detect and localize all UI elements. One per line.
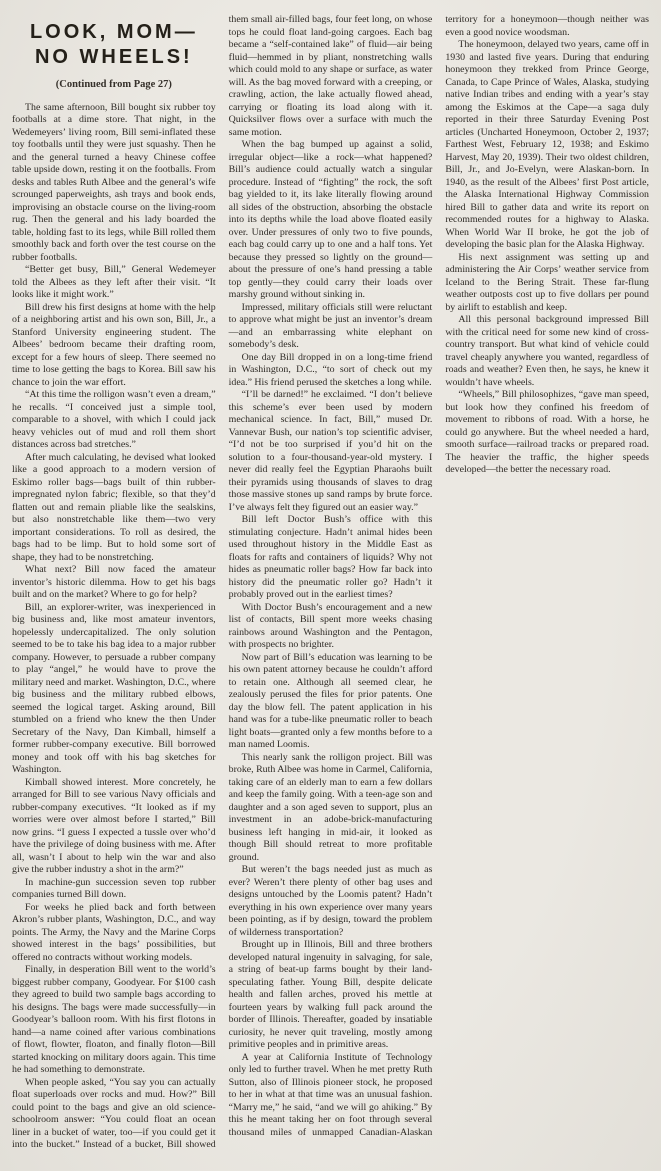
article-paragraph: “At this time the rolligon wasn’t even a dream,” he recalls. “I conceived just a simple tool, comparable to a shovel, with which I could jack heavy vehicles out of mud and roll them short distances across bad stretches.” [12, 389, 216, 450]
article-paragraph: Finally, in desperation Bill went to the world’s biggest rubber company, Goodyear. For $100 cash they agreed to build two sample bags according to his designs. The bags were made successfully—in Goodyear’s balloon room. With his first flotons in hand—a name coined after various combinations of flowt, flowter, floaton, and finally floton—Bill started knocking on military doors again. This time he had something to demonstrate. [12, 964, 216, 1075]
article-paragraph: “Wheels,” Bill philosophizes, “gave man speed, but look how they confined his freedom of movement to ribbons of road. With a horse, he could go anywhere. But the wheel needed a hard, smooth surface—railroad tracks or prepared road. The heavier the traffic, the higher speeds developed—the better the necessary road. [445, 389, 649, 475]
article-paragraph: When people asked, “You say you can actually float superloads over rocks and mud. How?” Bill could point to the bags and give an old science-schoolroom answer: “You could float an ocean liner in a bucket of water, too—if you could get it into the bucket.” Instead of a bucket, Bill showed them small air-filled bags, four feet long, on whose tops he could float land-going cargoes. Each bag became a “self-contained lake” of fluid—air being fluid—hemmed in by pliant, nonstretching walls which could mold to any shape or surface, as water will. As the bag moved forward with a creeping, or crawling, action, the lake actually flowed ahead, carrying or floating its load along with it. Quicksilver flows over a surface with much the same motion. [12, 14, 433, 1150]
article-paragraph: But weren’t the bags needed just as much as ever? Weren’t there plenty of other bag uses and designs untouched by the Loomis patent? Hadn’t everything in his own experience over many years been pointing, as if by design, toward the problem of wilderness transportation? [228, 864, 433, 938]
article-paragraph: After much calculating, he devised what looked like a good approach to a modern version of Eskimo roller bags—bags built of thin rubber-impregnated nylon fabric; flexible, so that they’d flatten out and remain pliable like the sealskins, but also nonstretchable like them—two very important considerations. To roll as desired, the bags had to be limp. But to hold some sort of shape, they had to be nonstretching. [12, 451, 216, 563]
article-paragraph: Bill left Doctor Bush’s office with this stimulating conjecture. Hadn’t animal hides been used throughout history in the Middle East as floats for rafts and containers of liquids? Why not hides as pneumatic roller bags? How far back into history did the pneumatic roller go? Hadn’t it probably proved out in the earliest times? [228, 514, 433, 600]
article-paragraph: “I’ll be darned!” he exclaimed. “I don’t believe this scheme’s ever been used by modern mechanical science. In fact, Bill,” mused Dr. Vannevar Bush, our nation’s top scientific adviser, “I’d not be too surprised if you’d hit on the solution to a four-thousand-year-old mystery. I never did really feel the Egyptian Pharaohs built their pyramids using thousands of slaves to drag those massive stones up sand ramps by brute force. I’ve always felt they figured out an easier way.” [228, 389, 433, 513]
article-paragraph: “Better get busy, Bill,” General Wedemeyer told the Albees as they left after their visit. “It looks like it might work.” [12, 264, 216, 300]
article-title-line-2: NO WHEELS! [34, 46, 193, 68]
article-header [12, 20, 216, 92]
article-paragraph: Impressed, military officials still were reluctant to approve what might be just an inventor’s dream—and an embarrassing white elephant on somebody’s desk. [228, 301, 433, 350]
article-title-line-1: LOOK, MOM— [29, 21, 198, 43]
article-paragraph: His next assignment was setting up and administering the Air Corps’ weather service from Iceland to the Bering Strait. These far-flung weather outposts cost up to five dollars per pound by airlift to establish and keep. [445, 251, 649, 313]
article-paragraph: When the bag bumped up against a solid, irregular object—like a rock—what happened? Bill’s audience could actually watch a singular procedure. Instead of “fighting” the rock, the soft bag yielded to it, its lake literally flowing around all sides of the obstruction, absorbing the obstacle into its depths while the load above floated easily over. Under pressures of only two to five pounds, each bag could carry up to one and a half tons. Yet because they pressed so lightly on the ground—about the pressure of one’s hand pressing a table top gently—they could carry their loads over marshy ground without sinking in. [228, 139, 433, 300]
article-paragraph: Kimball showed interest. More concretely, he arranged for Bill to see various Navy officials and rubber-company executives. “It looked as if my worries were over almost before I started,” Bill now grins. “I guess I expected a tussle over who’d have the privilege of doing business with me. After all, wasn’t I about to help win the war and also give the rubber industry a shot in the arm?” [12, 776, 216, 875]
article-paragraphs [12, 14, 649, 1163]
article-paragraph: Bill drew his first designs at home with the help of a neighboring artist and his own son, Bill, Jr., a Stanford University engineering student. The Albees’ bedroom became their drafting room, except for a few hours of sleep. There seemed no time to lose getting the bags to Korea. Bill saw his chance to join the war effort. [12, 301, 216, 388]
article-paragraph: The same afternoon, Bill bought six rubber toy footballs at a dime store. That night, in the Wedemeyers’ living room, Bill semi-inflated these toy footballs until they were just squashy. Then he and the general turned a heavy Chinese coffee table upside down, resting it on the footballs. From desks and tables Ruth Albee and the general’s wife scrounged paperweights, ash trays and book ends, improvising an obstacle course on the living-room rug. Then the general and his lady boarded the table, holding fast to its legs, while Bill rolled them smoothly back and forth over the test course on the rubber footballs. [12, 101, 216, 263]
continued-from-note: (Continued from Page 27) [55, 79, 172, 90]
article-paragraph: For weeks he plied back and forth between Akron’s rubber plants, Washington, D.C., and way points. The Army, the Navy and the Marine Corps showed interest in the bags’ possibilities, but offered no contracts without working models. [12, 901, 216, 963]
article-paragraph: Bill, an explorer-writer, was inexperienced in big business and, like most amateur inventors, hopelessly undercapitalized. The only solution seemed to be to take his bag idea to a major rubber company. However, to persuade a rubber company to play “angel,” he would have to prove the military need and market. Washington, D.C., where big business and the military rubbed elbows, seemed the logical target. Asking around, Bill stumbled on a friend who knew the then Under Secretary of the Navy, Dan Kimball, himself a former rubber-company executive. Bill borrowed money and took off with his bag sketches for Washington. [12, 601, 216, 775]
article-paragraph: Brought up in Illinois, Bill and three brothers developed natural ingenuity in salvaging, for sale, a string of beat-up farms bought by their land-speculating father. Young Bill, despite delicate health and fallen arches, proved his mettle at fourteen years by walking full pack around the border of Illinois. Thereafter, goaded by insatiable curiosity, he never quit traveling, mostly among primitive peoples and in primitive areas. [228, 939, 433, 1050]
article-paragraph: One day Bill dropped in on a long-time friend in Washington, D.C., “to sort of check out my idea.” His friend perused the sketches a long while. [228, 351, 433, 388]
article-paragraph: Now part of Bill’s education was learning to be his own patent attorney because he couldn’t afford to retain one. Although all seemed clear, he zealously perused the files for prior patents. One day the blow fell. The patent application in his hand was for a tube-like pneumatic roller to beach light boats—granted only a few months before to a man named Loomis. [228, 651, 433, 750]
article-paragraph: This nearly sank the rolligon project. Bill was broke, Ruth Albee was home in Carmel, California, taking care of an elderly man to earn a few dollars and keep the family going. With a teen-age son and daughter and a son aged seven to support, plus an investment in an adobe-brick-manufacturing business left hanging in mid-air, it looked as though Bill should retreat to more profitable ground. [228, 751, 433, 863]
article-paragraph: The honeymoon, delayed two years, came off in 1930 and lasted five years. During that enduring honeymoon they trekked from Prince George, Canada, to Cape Prince of Wales, Alaska, studying native Indian tribes and ending with a year’s stay among the Eskimos at the Cape—a saga duly reported in their three Saturday Evening Post articles (Uncharted Honeymoon, October 2, 1937; Farthest West, February 12, 1938; and Eskimo Harvest, May 20, 1939). Their two oldest children, Bill, Jr., and Jo-Evelyn, were Alaskan-born. In 1940, as the result of the Albees’ first Post article, the Alaska International Highway Commission hired Bill to gather data and write its report on recommended routes for a highway to Alaska. When World War II broke, he got the job of developing the basic plan for the Alaska Highway. [445, 39, 649, 250]
article-paragraph: What next? Bill now faced the amateur inventor’s historic dilemma. How to get his bags built and on the market? Where to go for help? [12, 564, 216, 600]
article-body [12, 14, 649, 1163]
article-paragraph: In machine-gun succession seven top rubber companies turned Bill down. [12, 876, 216, 900]
article-paragraph: A year at California Institute of Technology only led to further travel. When he met pretty Ruth Sutton, also of Illinois pioneer stock, he proposed to her in what at that time was an unusual fashion. “Marry me,” he said, “and we will go ahiking.” By this he meant taking her on foot through several thousand miles of unmapped Canadian-Alaskan territory for a honeymoon—though neither was even a good novice woodsman. [228, 14, 649, 1138]
article-paragraph: With Doctor Bush’s encouragement and a new list of contacts, Bill spent more weeks chasing rainbows around Washington and the Pentagon, with prospects no brighter. [228, 601, 433, 650]
article-paragraph: All this personal background impressed Bill with the critical need for some new kind of cross-country transport. But what kind of vehicle could travel cheaply anywhere you wanted, regardless of roads and weather? Even then, he says, he knew it wouldn’t have wheels. [445, 314, 649, 388]
